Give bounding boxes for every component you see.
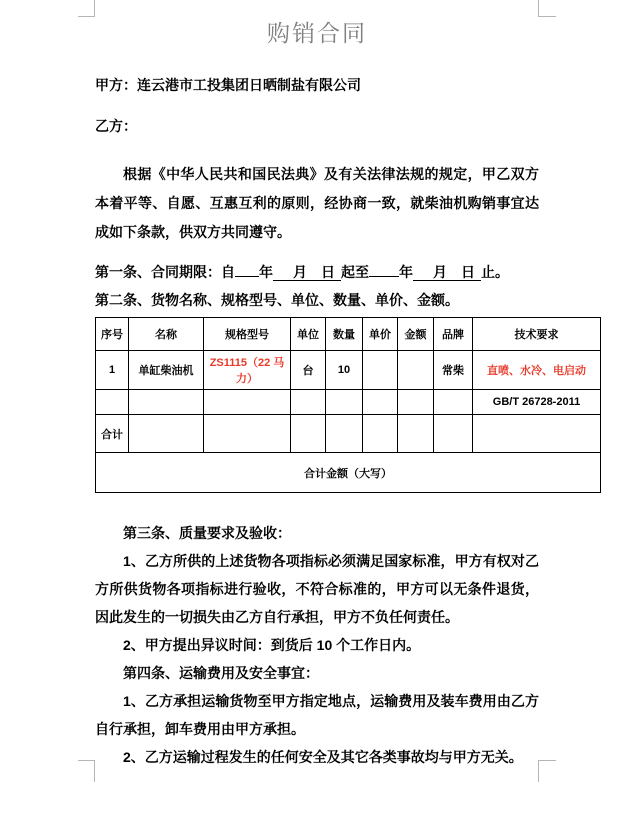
cell-empty	[363, 390, 398, 415]
header-name: 名称	[129, 318, 204, 351]
page-margin-mark-bottom-right	[538, 760, 556, 782]
cell-grand-total-label: 合计金额（大写）	[96, 453, 601, 493]
cell-empty	[434, 390, 473, 415]
header-qty: 数量	[326, 318, 363, 351]
intro-paragraph: 根据《中华人民共和国民法典》及有关法律法规的规定，甲乙双方本着平等、自愿、互惠互利的原则，经协商一致，就柴油机购销事宜达成如下条款，供双方共同遵守。	[95, 166, 539, 240]
cell-empty	[204, 415, 291, 453]
contract-clauses	[95, 519, 539, 771]
party-a-line: 甲方：连云港市工投集团日晒制盐有限公司	[95, 77, 361, 93]
cell-total-label: 合计	[96, 415, 129, 453]
cell-standard: GB/T 26728-2011	[473, 390, 601, 415]
cell-unit: 台	[291, 351, 326, 390]
month-day-blank-2: 月 日	[413, 264, 481, 281]
cell-price	[363, 351, 398, 390]
cell-empty	[398, 415, 434, 453]
header-brand: 品牌	[434, 318, 473, 351]
goods-clause: 第二条、货物名称、规格型号、单位、数量、单价、金额。	[95, 292, 459, 308]
cell-empty	[129, 415, 204, 453]
term-prefix: 第一条、合同期限：自	[95, 264, 235, 280]
cell-empty	[398, 390, 434, 415]
goods-table	[95, 317, 601, 493]
page-margin-mark-top-left	[78, 0, 95, 17]
cell-empty	[363, 415, 398, 453]
clause-3-item-2: 2、甲方提出异议时间：到货后 10 个工作日内。	[123, 637, 421, 653]
header-unit: 单位	[291, 318, 326, 351]
cell-empty	[291, 390, 326, 415]
cell-brand: 常柴	[434, 351, 473, 390]
item-row	[96, 351, 601, 390]
cell-empty	[473, 415, 601, 453]
standard-row	[96, 390, 601, 415]
header-no: 序号	[96, 318, 129, 351]
cell-empty	[96, 390, 129, 415]
cell-qty: 10	[326, 351, 363, 390]
cell-empty	[291, 415, 326, 453]
table-header-row	[96, 318, 601, 351]
cell-no: 1	[96, 351, 129, 390]
cell-empty	[204, 390, 291, 415]
term-mid: 起至	[341, 264, 369, 280]
term-suffix: 止。	[481, 264, 509, 280]
header-spec: 规格型号	[204, 318, 291, 351]
clause-4-heading: 第四条、运输费用及安全事宜：	[123, 665, 319, 681]
header-amount: 金额	[398, 318, 434, 351]
month-day-blank-1: 月 日	[273, 264, 341, 281]
page-title: 购销合同	[267, 21, 367, 46]
cell-empty	[326, 415, 363, 453]
cell-amount	[398, 351, 434, 390]
cell-empty	[326, 390, 363, 415]
page-margin-mark-top-right	[538, 0, 556, 17]
year-blank-2	[369, 262, 399, 277]
cell-tech: 直喷、水冷、电启动	[473, 351, 601, 390]
document-page	[95, 0, 586, 771]
cell-empty	[129, 390, 204, 415]
grand-total-row	[96, 453, 601, 493]
cell-empty	[434, 415, 473, 453]
header-tech: 技术要求	[473, 318, 601, 351]
year-blank-1	[235, 262, 259, 277]
party-b-line: 乙方：	[95, 118, 137, 134]
clause-3-item-1: 1、乙方所供的上述货物各项指标必须满足国家标准，甲方有权对乙方所供货物各项指标进行验收，不符合标准的，甲方可以无条件退货，因此发生的一切损失由乙方自行承担，甲方不负任何责任。	[95, 553, 539, 625]
clause-3-heading: 第三条、质量要求及验收：	[123, 525, 291, 541]
clause-4-item-1: 1、乙方承担运输货物至甲方指定地点，运输费用及装车费用由乙方自行承担，卸车费用由甲方承担。	[95, 693, 539, 737]
year-label-1: 年	[259, 264, 273, 280]
page-margin-mark-bottom-left	[78, 760, 95, 782]
total-row	[96, 415, 601, 453]
year-label-2: 年	[399, 264, 413, 280]
clause-4-item-2: 2、乙方运输过程发生的任何安全及其它各类事故均与甲方无关。	[123, 749, 523, 765]
cell-name: 单缸柴油机	[129, 351, 204, 390]
contract-term-clause	[95, 258, 539, 286]
header-price: 单价	[363, 318, 398, 351]
cell-spec: ZS1115（22 马力）	[204, 351, 291, 390]
